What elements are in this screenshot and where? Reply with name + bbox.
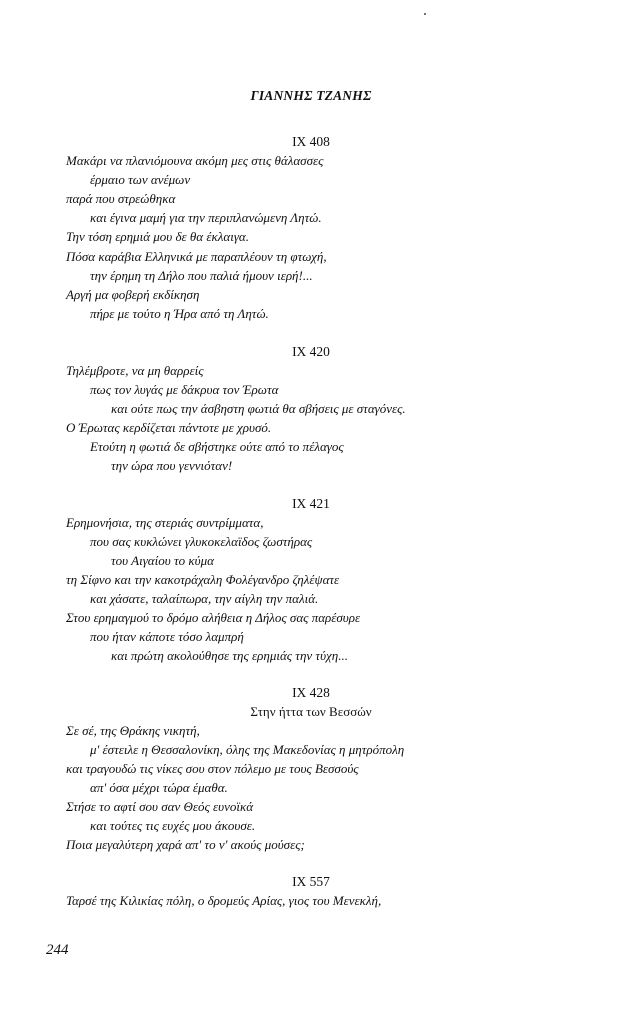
poem-line: έρμαιο των ανέμων — [90, 172, 191, 187]
section-heading: IX 408 — [292, 134, 330, 149]
poem-line: Πόσα καράβια Ελληνικά με παραπλέουν τη φτωχή, — [66, 249, 327, 264]
poem-line: την έρημη τη Δήλο που παλιά ήμουν ιερή!... — [90, 268, 313, 283]
poem-line: και τραγουδώ τις νίκες σου στον πόλεμο με τους Βεσσούς — [66, 761, 359, 776]
poem-line: απ' όσα μέχρι τώρα έμαθα. — [90, 780, 228, 795]
poem-line: Αργή μα φοβερή εκδίκηση — [66, 287, 200, 302]
poem-line: που σας κυκλώνει γλυκοκελαϊδος ζωστήρας — [90, 534, 313, 549]
poem-line: Ποια μεγαλύτερη χαρά απ' το ν' ακούς μούσες; — [66, 837, 305, 852]
poem-line: και τούτες τις ευχές μου άκουσε. — [90, 818, 256, 833]
scan-speck — [424, 13, 426, 15]
page-number: 244 — [46, 942, 69, 958]
section-heading: IX 428 — [292, 685, 330, 700]
poem-line: Στου ερημαγμού το δρόμο αλήθεια η Δήλος σας παρέσυρε — [66, 610, 361, 625]
section-heading: IX 557 — [292, 874, 330, 889]
poem-line: Ερημονήσια, της στεριάς συντρίμματα, — [66, 515, 264, 530]
poem-line: Μακάρι να πλανιόμουνα ακόμη μες στις θάλασσες — [66, 153, 324, 168]
poem-line: πως τον λυγάς με δάκρυα τον Έρωτα — [90, 382, 279, 397]
poem-line: Τηλέμβροτε, να μη θαρρείς — [66, 363, 204, 378]
section-heading: IX 421 — [292, 496, 330, 511]
poem-line: Στήσε το αφτί σου σαν Θεός ευνοϊκά — [66, 799, 254, 814]
poem-line: τη Σίφνο και την κακοτράχαλη Φολέγανδρο ζηλέψατε — [66, 572, 340, 587]
poem-line: Σε σέ, της Θράκης νικητή, — [66, 723, 200, 738]
poem-line: μ' έστειλε η Θεσσαλονίκη, όλης της Μακεδονίας η μητρόπολη — [90, 742, 405, 757]
author-name: ΓΙΑΝΝΗΣ ΤΖΑΝΗΣ — [250, 88, 372, 103]
poem-line: την ώρα που γεννιόταν! — [111, 458, 233, 473]
poem-line: που ήταν κάποτε τόσο λαμπρή — [90, 629, 244, 644]
poem-line: και χάσατε, ταλαίπωρα, την αίγλη την παλιά. — [90, 591, 319, 606]
poem-line: και έγινα μαμή για την περιπλανώμενη Λητώ. — [90, 210, 322, 225]
poem-line: και ούτε πως την άσβηστη φωτιά θα σβήσεις με σταγόνες. — [111, 401, 406, 416]
poem-line: πήρε με τούτο η Ήρα από τη Λητώ. — [90, 306, 269, 321]
poem-line: παρά που στρεώθηκα — [66, 191, 176, 206]
poem-line: και πρώτη ακολούθησε της ερημιάς την τύχη... — [111, 648, 348, 663]
poem-line: Την τόση ερημιά μου δε θα έκλαιγα. — [66, 229, 250, 244]
poem-line: Ταρσέ της Κιλικίας πόλη, ο δρομεύς Αρίας, γιος του Μενεκλή, — [66, 893, 382, 908]
poem-line: Ο Έρωτας κερδίζεται πάντοτε με χρυσό. — [66, 420, 272, 435]
section-heading: IX 420 — [292, 344, 330, 359]
poem-line: του Αιγαίου το κύμα — [111, 553, 214, 568]
poem-line: Ετούτη η φωτιά δε σβήστηκε ούτε από το πέλαγος — [90, 439, 344, 454]
section-subheading: Στην ήττα των Βεσσών — [250, 704, 372, 719]
